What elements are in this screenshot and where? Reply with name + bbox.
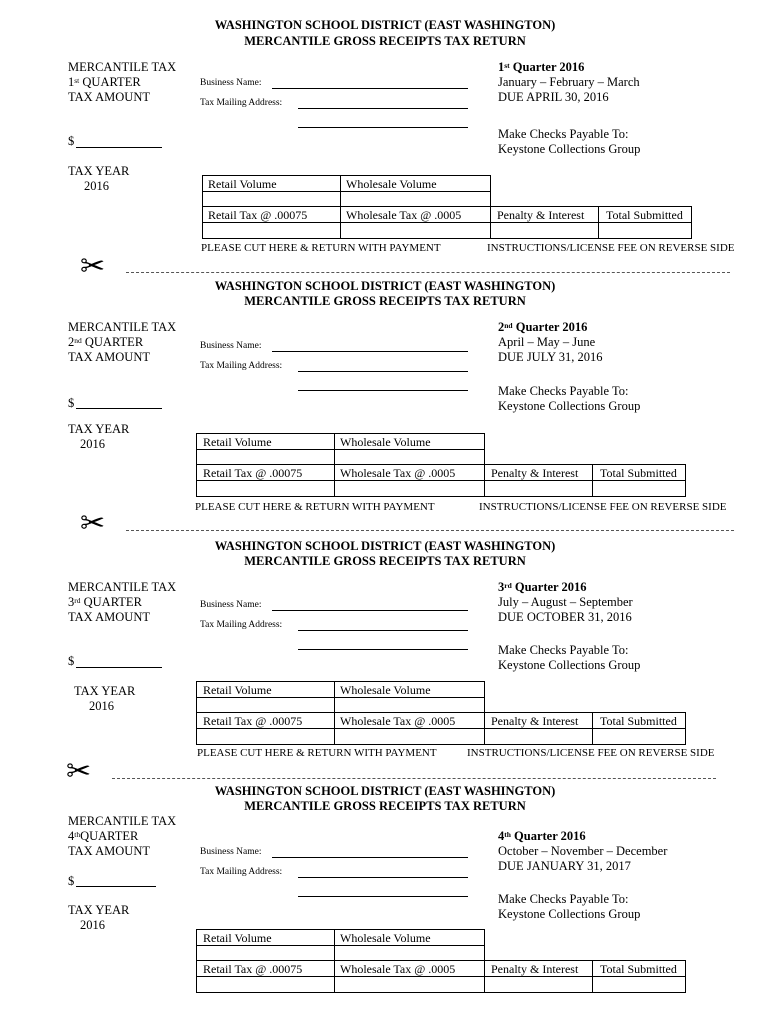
payee-name: Keystone Collections Group xyxy=(498,907,641,921)
quarter-label: 2nd QUARTER xyxy=(68,335,144,349)
payee-name: Keystone Collections Group xyxy=(498,142,641,156)
wholesale-tax-header: Wholesale Tax @ .0005 xyxy=(346,208,462,222)
mailing-address-field-2[interactable] xyxy=(298,896,468,897)
mercantile-tax-label: MERCANTILE TAX xyxy=(68,320,177,334)
quarter-months: January – February – March xyxy=(498,75,640,89)
quarter-title: 1st Quarter 2016 xyxy=(498,60,585,74)
instructions-note: INSTRUCTIONS/LICENSE FEE ON REVERSE SIDE xyxy=(467,747,715,759)
mailing-address-field[interactable] xyxy=(298,371,468,372)
quarter-title: 4th Quarter 2016 xyxy=(498,829,586,843)
tax-year-label: TAX YEAR xyxy=(68,422,130,436)
tax-year: 2016 xyxy=(89,699,114,713)
dollar-sign: $ xyxy=(68,396,75,410)
tax-year-label: TAX YEAR xyxy=(68,164,130,178)
quarter-months: July – August – September xyxy=(498,595,633,609)
mailing-address-field[interactable] xyxy=(298,877,468,878)
tax-amount-label: TAX AMOUNT xyxy=(68,350,150,364)
make-checks-label: Make Checks Payable To: xyxy=(498,384,629,398)
mailing-address-field-2[interactable] xyxy=(298,390,468,391)
mercantile-tax-label: MERCANTILE TAX xyxy=(68,814,177,828)
form-title: MERCANTILE GROSS RECEIPTS TAX RETURN xyxy=(244,554,526,568)
retail-volume-header: Retail Volume xyxy=(203,683,272,697)
make-checks-label: Make Checks Payable To: xyxy=(498,892,629,906)
penalty-header: Penalty & Interest xyxy=(491,466,579,480)
instructions-note: INSTRUCTIONS/LICENSE FEE ON REVERSE SIDE xyxy=(487,242,735,254)
tax-amount-field[interactable] xyxy=(76,886,156,887)
mailing-address-label: Tax Mailing Address: xyxy=(200,620,283,630)
business-name-field[interactable] xyxy=(272,610,468,611)
business-name-label: Business Name: xyxy=(200,341,262,351)
quarter-title: 2nd Quarter 2016 xyxy=(498,320,588,334)
due-date: DUE OCTOBER 31, 2016 xyxy=(498,610,632,624)
penalty-header: Penalty & Interest xyxy=(491,962,579,976)
cut-here-note: PLEASE CUT HERE & RETURN WITH PAYMENT xyxy=(195,501,435,513)
cut-here-note: PLEASE CUT HERE & RETURN WITH PAYMENT xyxy=(197,747,437,759)
form-title: MERCANTILE GROSS RECEIPTS TAX RETURN xyxy=(244,799,526,813)
tax-amount-label: TAX AMOUNT xyxy=(68,90,150,104)
mercantile-tax-label: MERCANTILE TAX xyxy=(68,60,177,74)
business-name-label: Business Name: xyxy=(200,847,262,857)
dollar-sign: $ xyxy=(68,874,75,888)
mailing-address-label: Tax Mailing Address: xyxy=(200,98,283,108)
wholesale-volume-header: Wholesale Volume xyxy=(340,435,431,449)
tax-year: 2016 xyxy=(80,918,105,932)
quarter-months: April – May – June xyxy=(498,335,596,349)
make-checks-label: Make Checks Payable To: xyxy=(498,643,629,657)
tax-amount-label: TAX AMOUNT xyxy=(68,844,150,858)
tax-year-label: TAX YEAR xyxy=(68,903,130,917)
business-name-field[interactable] xyxy=(272,88,468,89)
tax-amount-field[interactable] xyxy=(76,408,162,409)
business-name-label: Business Name: xyxy=(200,600,262,610)
quarter-label: 3rd QUARTER xyxy=(68,595,142,609)
retail-tax-header: Retail Tax @ .00075 xyxy=(203,466,303,480)
quarter-label: 4thQUARTER xyxy=(68,829,139,843)
cut-line xyxy=(112,778,716,779)
mailing-address-field-2[interactable] xyxy=(298,649,468,650)
quarter-label: 1st QUARTER xyxy=(68,75,141,89)
wholesale-volume-header: Wholesale Volume xyxy=(340,683,431,697)
scissors-icon: ✂ xyxy=(80,507,106,540)
retail-tax-header: Retail Tax @ .00075 xyxy=(203,962,303,976)
due-date: DUE JULY 31, 2016 xyxy=(498,350,603,364)
tax-amount-label: TAX AMOUNT xyxy=(68,610,150,624)
mercantile-tax-label: MERCANTILE TAX xyxy=(68,580,177,594)
instructions-note: INSTRUCTIONS/LICENSE FEE ON REVERSE SIDE xyxy=(479,501,727,513)
payee-name: Keystone Collections Group xyxy=(498,658,641,672)
total-header: Total Submitted xyxy=(606,208,683,222)
due-date: DUE APRIL 30, 2016 xyxy=(498,90,609,104)
make-checks-label: Make Checks Payable To: xyxy=(498,127,629,141)
retail-volume-header: Retail Volume xyxy=(208,177,277,191)
business-name-field[interactable] xyxy=(272,857,468,858)
district-title: WASHINGTON SCHOOL DISTRICT (EAST WASHINGTON) xyxy=(214,784,556,798)
mailing-address-field[interactable] xyxy=(298,630,468,631)
payee-name: Keystone Collections Group xyxy=(498,399,641,413)
retail-tax-header: Retail Tax @ .00075 xyxy=(203,714,303,728)
total-header: Total Submitted xyxy=(600,962,677,976)
total-header: Total Submitted xyxy=(600,466,677,480)
wholesale-tax-header: Wholesale Tax @ .0005 xyxy=(340,466,456,480)
tax-year: 2016 xyxy=(84,179,109,193)
cut-line xyxy=(126,530,734,531)
mailing-address-field-2[interactable] xyxy=(298,127,468,128)
dollar-sign: $ xyxy=(68,654,75,668)
scissors-icon: ✂ xyxy=(80,250,106,283)
form-title: MERCANTILE GROSS RECEIPTS TAX RETURN xyxy=(244,294,526,308)
penalty-header: Penalty & Interest xyxy=(497,208,585,222)
wholesale-tax-header: Wholesale Tax @ .0005 xyxy=(340,714,456,728)
tax-amount-field[interactable] xyxy=(76,667,162,668)
district-title: WASHINGTON SCHOOL DISTRICT (EAST WASHINGTON) xyxy=(214,18,556,32)
wholesale-volume-header: Wholesale Volume xyxy=(346,177,437,191)
district-title: WASHINGTON SCHOOL DISTRICT (EAST WASHINGTON) xyxy=(214,539,556,553)
cut-line xyxy=(126,272,730,273)
form-title: MERCANTILE GROSS RECEIPTS TAX RETURN xyxy=(244,34,526,48)
mailing-address-label: Tax Mailing Address: xyxy=(200,867,283,877)
dollar-sign: $ xyxy=(68,134,75,148)
business-name-field[interactable] xyxy=(272,351,468,352)
wholesale-volume-header: Wholesale Volume xyxy=(340,931,431,945)
tax-year: 2016 xyxy=(80,437,105,451)
wholesale-tax-header: Wholesale Tax @ .0005 xyxy=(340,962,456,976)
tax-amount-field[interactable] xyxy=(76,147,162,148)
cut-here-note: PLEASE CUT HERE & RETURN WITH PAYMENT xyxy=(201,242,441,254)
penalty-header: Penalty & Interest xyxy=(491,714,579,728)
quarter-title: 3rd Quarter 2016 xyxy=(498,580,587,594)
business-name-label: Business Name: xyxy=(200,78,262,88)
mailing-address-field[interactable] xyxy=(298,108,468,109)
retail-tax-header: Retail Tax @ .00075 xyxy=(208,208,308,222)
mailing-address-label: Tax Mailing Address: xyxy=(200,361,283,371)
tax-year-label: TAX YEAR xyxy=(74,684,136,698)
district-title: WASHINGTON SCHOOL DISTRICT (EAST WASHINGTON) xyxy=(214,279,556,293)
retail-volume-header: Retail Volume xyxy=(203,435,272,449)
scissors-icon: ✂ xyxy=(66,755,92,788)
quarter-months: October – November – December xyxy=(498,844,668,858)
total-header: Total Submitted xyxy=(600,714,677,728)
due-date: DUE JANUARY 31, 2017 xyxy=(498,859,631,873)
retail-volume-header: Retail Volume xyxy=(203,931,272,945)
